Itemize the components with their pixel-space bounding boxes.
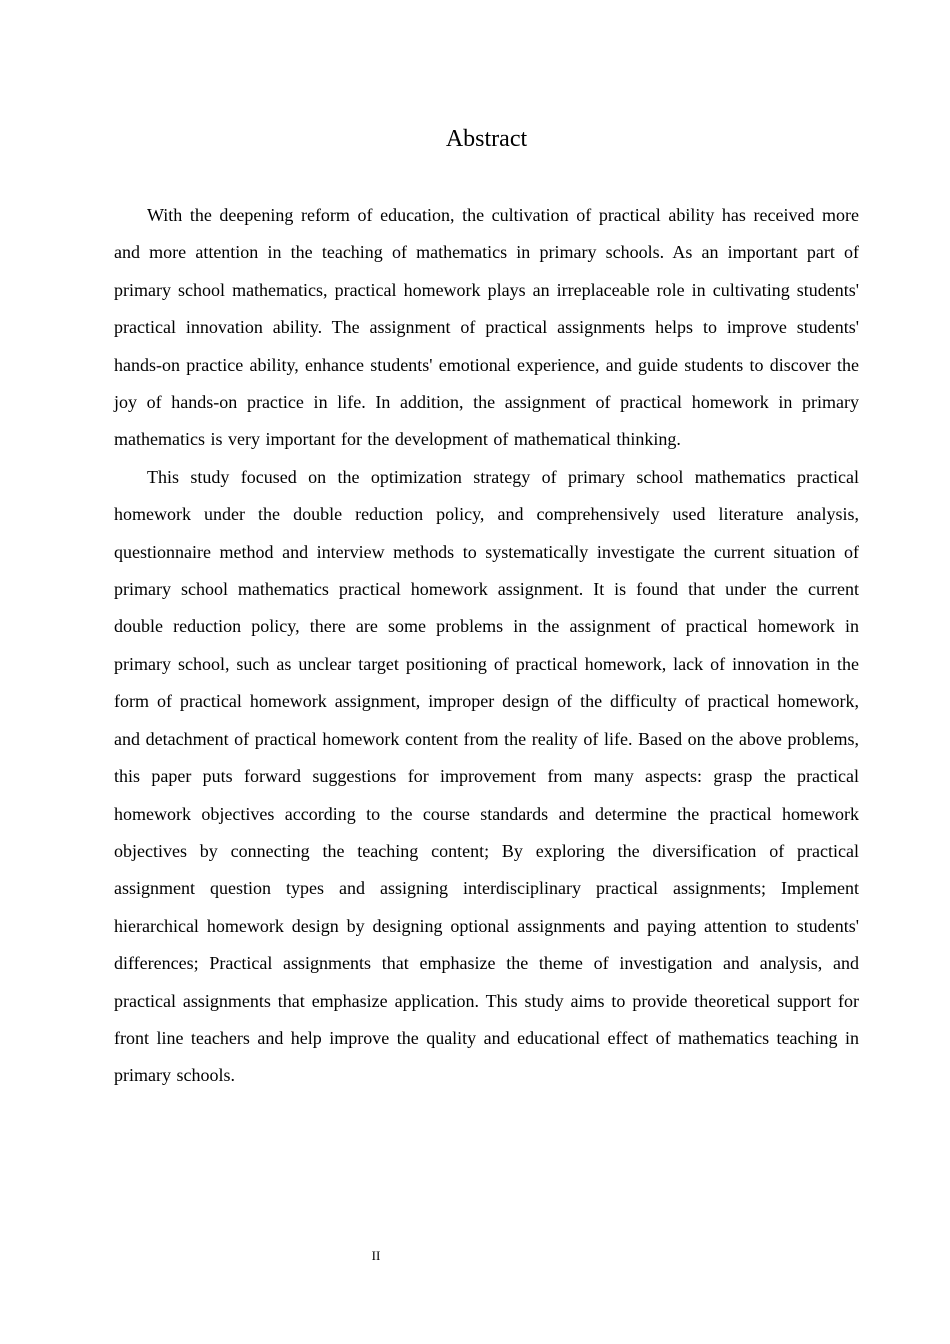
page-number: II (371, 1248, 381, 1263)
abstract-title: Abstract (445, 126, 528, 152)
abstract-paragraph-1: With the deepening reform of education, the cultivation of practical ability has received more and more attention in the teaching of mathematics in primary schools. As an important part of primary school mathematics, practical homework plays an irreplaceable role in cultivating students' practical innovation ability. The assignment of practical assignments helps to improve students' hands-on practice ability, enhance students' emotional experience, and guide students to discover the joy of hands-on practice in life. In addition, the assignment of practical homework in primary mathematics is very important for the development of mathematical thinking. (114, 205, 859, 450)
abstract-paragraph-2: This study focused on the optimization strategy of primary school mathematics practical homework under the double reduction policy, and comprehensively used literature analysis, questionnaire method and interview methods to systematically investigate the current situation of primary school mathematics practical homework assignment. It is found that under the current double reduction policy, there are some problems in the assignment of practical homework in primary school, such as unclear target positioning of practical homework, lack of innovation in the form of practical homework assignment, improper design of the difficulty of practical homework, and detachment of practical homework content from the reality of life. Based on the above problems, this paper puts forward suggestions for improvement from many aspects: grasp the practical homework objectives according to the course standards and determine the practical homework objectives by connecting the teaching content; By exploring the diversification of practical assignment question types and assigning interdisciplinary practical assignments; Implement hierarchical homework design by designing optional assignments and paying attention to students' differences; Practical assignments that emphasize the theme of investigation and analysis, and practical assignments that emphasize application. This study aims to provide theoretical support for front line teachers and help improve the quality and educational effect of mathematics teaching in primary schools. (114, 466, 859, 1086)
abstract-body (114, 197, 859, 1095)
